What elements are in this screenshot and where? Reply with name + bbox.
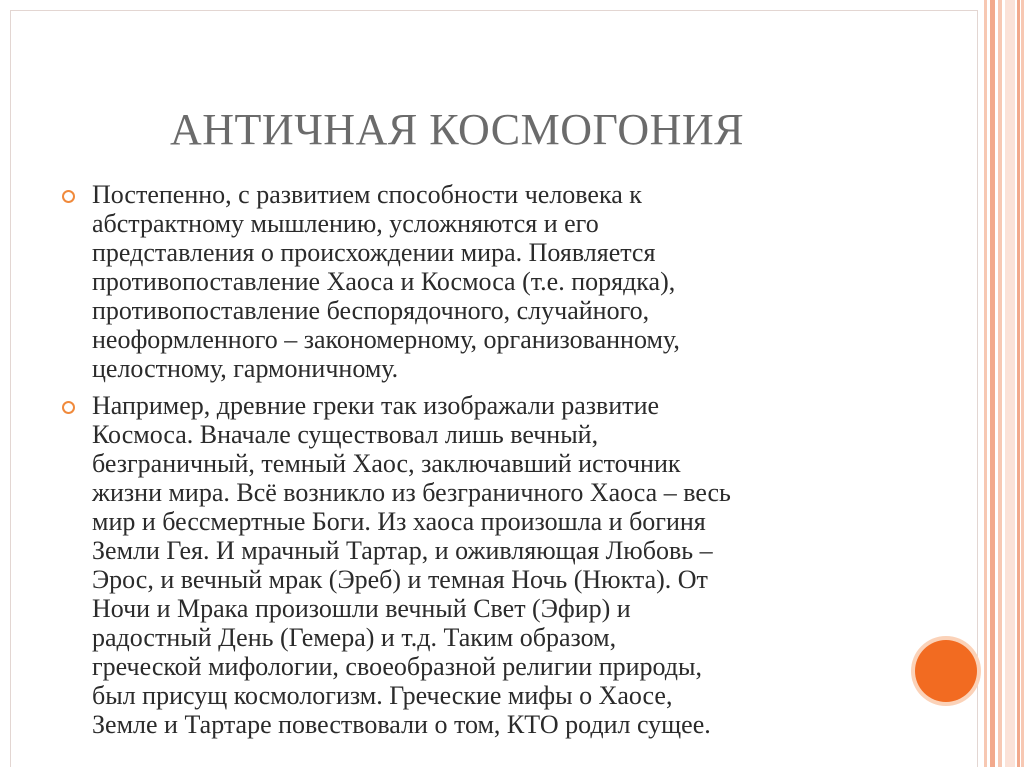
text-line: греческой мифологии, своеобразной религии природы, [92,652,702,681]
text-line: Ночи и Мрака произошли вечный Свет (Эфир) и [92,594,631,623]
slide-title: АНТИЧНАЯ КОСМОГОНИЯ [170,105,745,154]
decorative-stripes [984,0,1024,767]
text-line: противопоставление Хаоса и Космоса (т.е. порядка), [92,267,676,296]
bullet-circle-icon [62,401,75,414]
text-line: был присущ космологизм. Греческие мифы о Хаосе, [92,681,673,710]
stripe [990,0,995,767]
decorative-orange-circle [915,640,977,702]
text-line: Земле и Тартаре повествовали о том, КТО родил сущее. [92,710,711,739]
bullet-paragraph [62,391,882,739]
text-line: Постепенно, с развитием способности человека к [92,180,642,209]
bullet-circle-icon [62,190,75,203]
text-line: целостному, гармоничному. [92,354,399,383]
text-line: жизни мира. Всё возникло из безграничного Хаоса – весь [92,478,731,507]
text-line: безграничный, темный Хаос, заключавший источник [92,449,681,478]
bullet-paragraph [62,180,882,383]
text-line: абстрактному мышлению, усложняются и его [92,209,599,238]
stripe [1005,0,1015,767]
slide-content [62,180,882,747]
text-line: Космоса. Вначале существовал лишь вечный, [92,420,599,449]
text-line: Например, древние греки так изображали развитие [92,391,660,420]
text-line: Земли Гея. И мрачный Тартар, и оживляющая Любовь – [92,536,713,565]
text-line: радостный День (Гемера) и т.д. Таким образом, [92,623,617,652]
stripe [1017,0,1020,767]
text-line: мир и бессмертные Боги. Из хаоса произошла и богиня [92,507,706,536]
text-line: противопоставление беспорядочного, случайного, [92,296,650,325]
stripe [998,0,1002,767]
stripe [984,0,987,767]
text-line: представления о происхождении мира. Появляется [92,238,656,267]
text-line: Эрос, и вечный мрак (Эреб) и темная Ночь (Нюкта). От [92,565,708,594]
text-line: неоформленного – закономерному, организованному, [92,325,680,354]
